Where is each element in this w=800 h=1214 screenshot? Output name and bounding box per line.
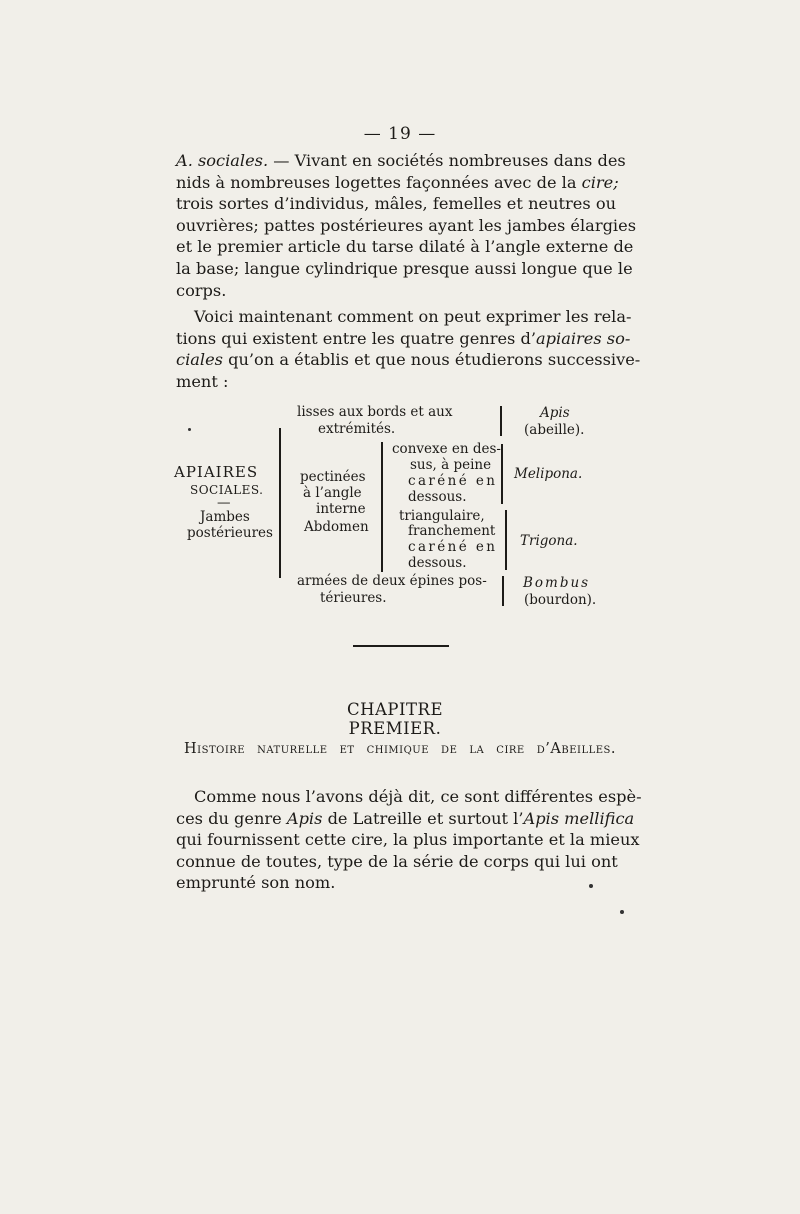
ink-speck — [620, 910, 624, 914]
text-line: Voici maintenant comment on peut exprimer les rela- — [194, 307, 632, 326]
convexe-1: convexe en des- — [392, 441, 501, 457]
ink-speck — [188, 428, 191, 431]
common-abeille: (abeille). — [524, 422, 585, 438]
text-line: connue de toutes, type de la série de corps qui lui ont — [176, 851, 618, 871]
section-rule — [353, 645, 449, 647]
text-line: ment : — [176, 371, 229, 391]
page-number: — 19 — — [363, 124, 437, 144]
text-line: ciales qu’on a établis et que nous étudierons successive- — [176, 350, 641, 370]
brace-main — [279, 428, 289, 578]
brace-abdomen — [381, 442, 391, 572]
group-label: APIAIRES — [174, 463, 259, 481]
text-line: A. sociales. — Vivant en sociétés nombreuses dans des — [176, 151, 626, 170]
text-line: nids à nombreuses logettes façonnées avec de la cire; — [176, 172, 619, 192]
angle: à l’angle — [303, 485, 362, 501]
genus-trigona: Trigona. — [520, 533, 578, 549]
text-line: tions qui existent entre les quatre genres d’apiaires so- — [176, 328, 631, 348]
armees-1: armées de deux épines pos- — [297, 573, 487, 589]
paragraph-apis-mellifica — [176, 786, 642, 894]
convexe-2: sus, à peine — [410, 457, 492, 473]
group-sublabel: SOCIALES. — [190, 483, 264, 497]
italic-term: ciales — [176, 350, 223, 370]
dash: — — [217, 495, 231, 511]
brace-row1 — [494, 406, 502, 436]
tri-2: franchement — [408, 523, 496, 539]
tri-3: caréné en — [408, 539, 498, 555]
ink-speck — [589, 884, 593, 888]
row1-text-1: lisses aux bords et aux — [297, 404, 453, 420]
brace-armees — [496, 576, 504, 606]
text-line: trois sortes d’individus, mâles, femelles et neutres ou — [176, 194, 616, 214]
interne: interne — [316, 501, 366, 517]
chapter-title: CHAPITRE PREMIER. — [346, 700, 444, 738]
text-line: qui fournissent cette cire, la plus importante et la mieux — [176, 830, 640, 850]
row1-text-2: extrémités. — [318, 421, 396, 437]
genus-bombus: Bombus — [523, 575, 591, 591]
italic-term: apiaires so- — [536, 328, 631, 348]
text-line: la base; langue cylindrique presque aussi longue que le — [176, 258, 633, 278]
text-line: et le premier article du tarse dilaté à l’angle externe de — [176, 237, 634, 257]
brace-triangulaire — [499, 510, 507, 570]
text-line: ouvrières; pattes postérieures ayant les jambes élargies — [176, 215, 637, 235]
jambes-label: Jambes — [200, 509, 250, 525]
italic-term: Apis — [286, 808, 323, 828]
convexe-3: caréné en — [408, 473, 498, 489]
common-bourdon: (bourdon). — [524, 592, 597, 608]
pectinees: pectinées — [300, 469, 366, 485]
brace-convexe — [495, 444, 503, 504]
text-line: Comme nous l’avons déjà dit, ce sont différentes espè- — [194, 787, 642, 806]
genus-melipona: Melipona. — [514, 466, 583, 482]
tri-4: dessous. — [408, 555, 467, 571]
italic-term: A. sociales. — [176, 151, 269, 170]
convexe-4: dessous. — [408, 489, 467, 505]
posterieures-label: postérieures — [187, 525, 273, 541]
tri-1: triangulaire, — [399, 508, 485, 524]
text-line: corps. — [176, 280, 227, 300]
text-line: emprunté son nom. — [176, 873, 336, 893]
italic-term: Apis mellifica — [523, 808, 635, 828]
armees-2: térieures. — [320, 590, 387, 606]
italic-term: cire; — [581, 172, 619, 192]
abdomen: Abdomen — [304, 519, 369, 535]
chapter-subtitle: Histoire naturelle et chimique de la cire d’Abeilles. — [184, 741, 616, 757]
text-line: ces du genre Apis de Latreille et surtout l’Apis mellifica — [176, 808, 635, 828]
genus-apis: Apis — [540, 405, 570, 421]
